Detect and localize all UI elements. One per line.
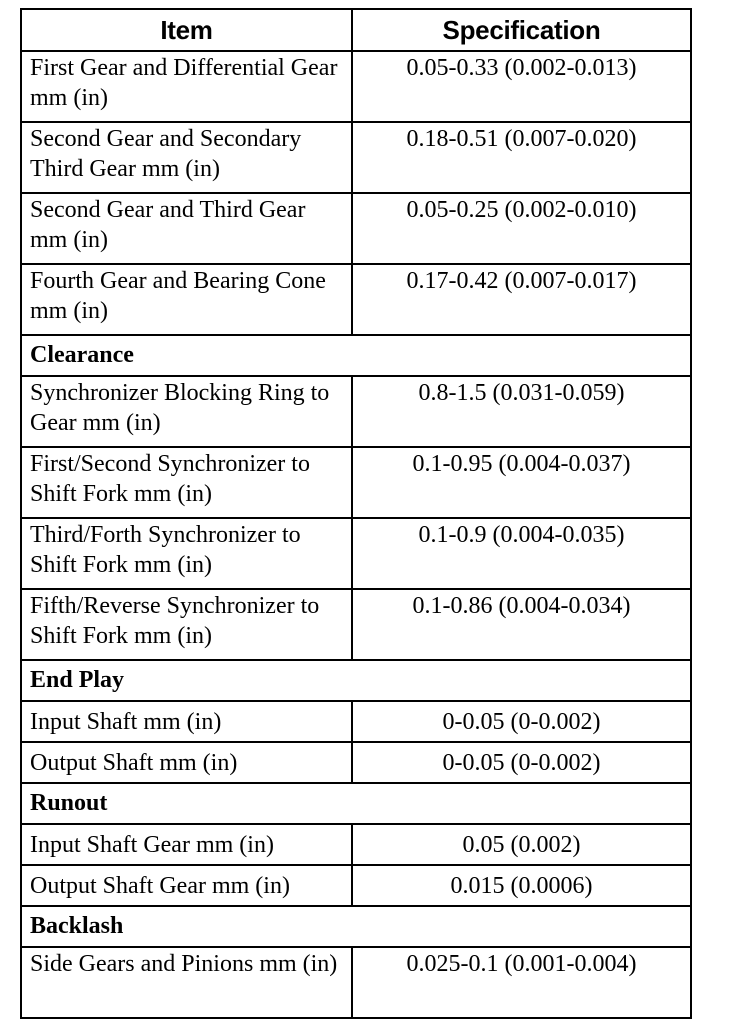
- spec-cell: 0-0.05 (0-0.002): [352, 701, 691, 742]
- table-row: [21, 589, 691, 660]
- table-row: [21, 865, 691, 906]
- table-row: [21, 742, 691, 783]
- table-row: [21, 122, 691, 193]
- spec-cell: 0.025-0.1 (0.001-0.004): [352, 947, 691, 1018]
- table-row: [21, 701, 691, 742]
- table-row: [21, 51, 691, 122]
- section-heading: Clearance: [21, 335, 691, 376]
- table-row: [21, 947, 691, 1018]
- spec-cell: 0.1-0.86 (0.004-0.034): [352, 589, 691, 660]
- item-cell: Fifth/Reverse Synchronizer to Shift Fork mm (in): [21, 589, 352, 660]
- item-cell: Fourth Gear and Bearing Cone mm (in): [21, 264, 352, 335]
- spec-cell: 0.1-0.95 (0.004-0.037): [352, 447, 691, 518]
- item-cell: Side Gears and Pinions mm (in): [21, 947, 352, 1018]
- table-row: [21, 264, 691, 335]
- section-row-end-play: [21, 660, 691, 701]
- item-cell: Input Shaft mm (in): [21, 701, 352, 742]
- item-cell: Third/Forth Synchronizer to Shift Fork mm (in): [21, 518, 352, 589]
- spec-cell: 0-0.05 (0-0.002): [352, 742, 691, 783]
- spec-cell: 0.05-0.25 (0.002-0.010): [352, 193, 691, 264]
- item-cell: Synchronizer Blocking Ring to Gear mm (in): [21, 376, 352, 447]
- item-cell: Output Shaft mm (in): [21, 742, 352, 783]
- table-row: [21, 824, 691, 865]
- item-cell: Output Shaft Gear mm (in): [21, 865, 352, 906]
- section-row-clearance: [21, 335, 691, 376]
- header-row: [21, 9, 691, 51]
- spec-cell: 0.05-0.33 (0.002-0.013): [352, 51, 691, 122]
- section-heading: Backlash: [21, 906, 691, 947]
- table-body: [21, 51, 691, 1018]
- table-row: [21, 376, 691, 447]
- specification-column-header: Specification: [352, 9, 691, 51]
- item-column-header: Item: [21, 9, 352, 51]
- spec-cell: 0.015 (0.0006): [352, 865, 691, 906]
- specification-table: [20, 8, 692, 1019]
- table-row: [21, 193, 691, 264]
- section-row-runout: [21, 783, 691, 824]
- spec-cell: 0.05 (0.002): [352, 824, 691, 865]
- item-cell: Second Gear and Secondary Third Gear mm (in): [21, 122, 352, 193]
- section-heading: End Play: [21, 660, 691, 701]
- spec-cell: 0.1-0.9 (0.004-0.035): [352, 518, 691, 589]
- spec-cell: 0.18-0.51 (0.007-0.020): [352, 122, 691, 193]
- item-cell: First Gear and Differential Gear mm (in): [21, 51, 352, 122]
- spec-cell: 0.17-0.42 (0.007-0.017): [352, 264, 691, 335]
- spec-cell: 0.8-1.5 (0.031-0.059): [352, 376, 691, 447]
- table-row: [21, 447, 691, 518]
- item-cell: Second Gear and Third Gear mm (in): [21, 193, 352, 264]
- table-row: [21, 518, 691, 589]
- item-cell: First/Second Synchronizer to Shift Fork mm (in): [21, 447, 352, 518]
- section-row-backlash: [21, 906, 691, 947]
- item-cell: Input Shaft Gear mm (in): [21, 824, 352, 865]
- section-heading: Runout: [21, 783, 691, 824]
